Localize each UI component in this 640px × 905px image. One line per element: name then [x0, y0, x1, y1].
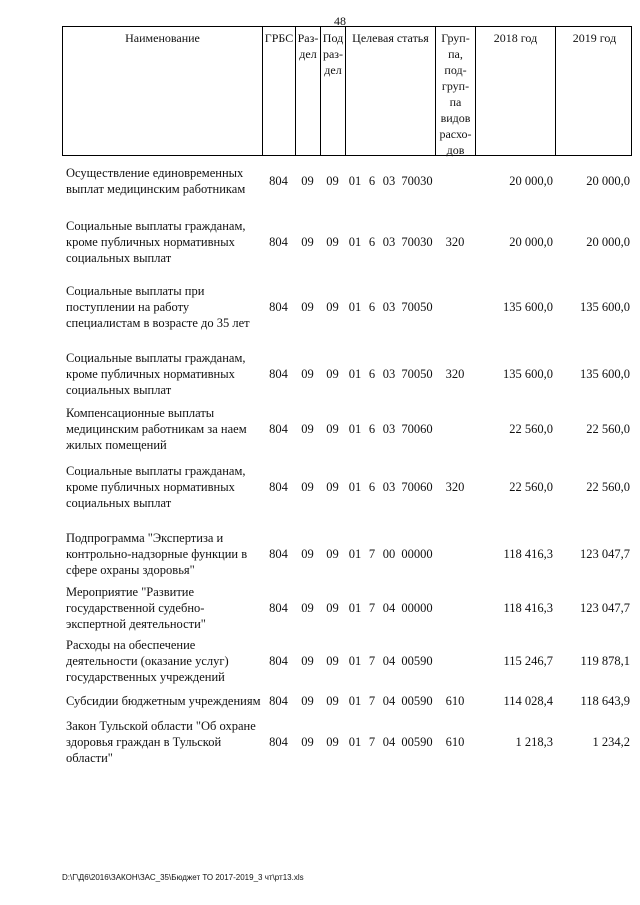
cell-t3: 04 — [382, 600, 396, 615]
header-2019: 2019 год — [572, 31, 617, 45]
cell-y2019: 123 047,7 — [580, 546, 630, 561]
table-row — [62, 686, 632, 716]
cell-t3: 03 — [382, 234, 396, 249]
cell-pr: 09 — [326, 234, 339, 249]
cell-vr — [435, 283, 475, 331]
cell-vr: 320 — [445, 234, 465, 249]
cell-t1: 01 — [348, 234, 362, 249]
cell-t4: 70030 — [401, 173, 433, 188]
row-name: Социальные выплаты гражданам, кроме публичных нормативных социальных выплат — [66, 351, 246, 397]
row-name: Социальные выплаты гражданам, кроме публичных нормативных социальных выплат — [66, 464, 246, 510]
cell-y2018: 20 000,0 — [509, 173, 553, 188]
cell-rz: 09 — [301, 600, 314, 615]
row-name: Осуществление единовременных выплат медицинским работникам — [66, 166, 246, 196]
cell-t3: 04 — [382, 693, 396, 708]
cell-t2: 6 — [368, 299, 376, 314]
header-grbs: ГРБС — [263, 27, 296, 155]
cell-y2018: 22 560,0 — [509, 479, 553, 494]
row-name: Социальные выплаты при поступлении на работу специалистам в возрасте до 35 лет — [66, 284, 250, 330]
cell-t1: 01 — [348, 173, 362, 188]
cell-rz: 09 — [301, 421, 314, 436]
cell-pr: 09 — [326, 366, 339, 381]
row-name: Закон Тульской области "Об охране здоровья граждан в Тульской области" — [66, 719, 256, 765]
header-name: Наименование — [63, 27, 263, 155]
cell-grbs: 804 — [269, 653, 288, 668]
table-row — [62, 283, 632, 331]
cell-y2019: 119 878,1 — [580, 653, 630, 668]
cell-y2018: 22 560,0 — [509, 421, 553, 436]
table-row — [62, 530, 632, 578]
cell-y2019: 22 560,0 — [586, 479, 630, 494]
cell-t4: 00000 — [401, 546, 433, 561]
cell-grbs: 804 — [269, 479, 288, 494]
cell-t2: 6 — [368, 479, 376, 494]
cell-t2: 6 — [368, 366, 376, 381]
page-number: 48 — [334, 14, 346, 28]
header-target: Целевая статья — [346, 27, 436, 155]
cell-vr: 320 — [445, 479, 465, 494]
cell-pr: 09 — [326, 173, 339, 188]
cell-pr: 09 — [326, 600, 339, 615]
row-name: Расходы на обеспечение деятельности (оказание услуг) государственных учреждений — [66, 638, 229, 684]
cell-vr — [435, 637, 475, 685]
cell-y2018: 114 028,4 — [503, 693, 553, 708]
cell-t3: 03 — [382, 299, 396, 314]
cell-t4: 70050 — [401, 366, 433, 381]
header-group: Груп- па, под- груп- па видов расхо- дов — [436, 27, 476, 155]
cell-t3: 03 — [382, 479, 396, 494]
cell-t3: 03 — [382, 421, 396, 436]
row-name: Компенсационные выплаты медицинским работникам за наем жилых помещений — [66, 406, 247, 452]
cell-y2019: 20 000,0 — [586, 173, 630, 188]
row-name: Мероприятие "Развитие государственной судебно-экспертной деятельности" — [66, 585, 206, 631]
cell-pr: 09 — [326, 546, 339, 561]
cell-t2: 7 — [368, 653, 376, 668]
table-row — [62, 637, 632, 685]
cell-rz: 09 — [301, 546, 314, 561]
cell-pr: 09 — [326, 479, 339, 494]
cell-vr — [435, 405, 475, 453]
cell-vr: 610 — [445, 693, 465, 708]
cell-rz: 09 — [301, 234, 314, 249]
cell-vr: 320 — [445, 366, 465, 381]
table-row — [62, 405, 632, 453]
table-header — [62, 26, 632, 156]
cell-rz: 09 — [301, 299, 314, 314]
cell-y2018: 118 416,3 — [503, 546, 553, 561]
cell-t4: 70060 — [401, 479, 433, 494]
cell-y2018: 135 600,0 — [503, 366, 553, 381]
cell-grbs: 804 — [269, 366, 288, 381]
cell-t2: 6 — [368, 421, 376, 436]
cell-vr — [435, 163, 475, 199]
cell-y2019: 1 234,2 — [592, 734, 630, 749]
cell-t3: 04 — [382, 734, 396, 749]
cell-rz: 09 — [301, 734, 314, 749]
cell-y2018: 20 000,0 — [509, 234, 553, 249]
header-razdel: Раз- дел — [296, 27, 321, 155]
cell-y2019: 20 000,0 — [586, 234, 630, 249]
cell-rz: 09 — [301, 653, 314, 668]
cell-grbs: 804 — [269, 600, 288, 615]
table-row — [62, 463, 632, 511]
row-name: Субсидии бюджетным учреждениям — [66, 694, 261, 708]
cell-pr: 09 — [326, 653, 339, 668]
cell-y2018: 118 416,3 — [503, 600, 553, 615]
cell-t3: 03 — [382, 173, 396, 188]
cell-grbs: 804 — [269, 173, 288, 188]
cell-y2018: 135 600,0 — [503, 299, 553, 314]
cell-t4: 00590 — [401, 653, 433, 668]
cell-y2019: 118 643,9 — [580, 693, 630, 708]
cell-pr: 09 — [326, 693, 339, 708]
cell-t4: 70060 — [401, 421, 433, 436]
cell-t1: 01 — [348, 653, 362, 668]
cell-grbs: 804 — [269, 299, 288, 314]
cell-grbs: 804 — [269, 693, 288, 708]
cell-t2: 7 — [368, 600, 376, 615]
cell-t1: 01 — [348, 734, 362, 749]
cell-t3: 04 — [382, 653, 396, 668]
cell-grbs: 804 — [269, 734, 288, 749]
cell-rz: 09 — [301, 366, 314, 381]
cell-t1: 01 — [348, 299, 362, 314]
cell-y2018: 1 218,3 — [515, 734, 553, 749]
cell-vr: 610 — [445, 734, 465, 749]
cell-pr: 09 — [326, 299, 339, 314]
cell-t1: 01 — [348, 421, 362, 436]
cell-t4: 00590 — [401, 734, 433, 749]
cell-grbs: 804 — [269, 234, 288, 249]
cell-rz: 09 — [301, 173, 314, 188]
header-2018: 2018 год — [476, 27, 556, 155]
header-podrazdel: Под раз- дел — [321, 27, 346, 155]
cell-t1: 01 — [348, 693, 362, 708]
cell-t2: 7 — [368, 546, 376, 561]
table-row — [62, 163, 632, 199]
cell-t2: 6 — [368, 173, 376, 188]
cell-t2: 6 — [368, 234, 376, 249]
cell-t4: 00000 — [401, 600, 433, 615]
cell-t3: 00 — [382, 546, 396, 561]
cell-vr — [435, 588, 475, 628]
table-row — [62, 585, 632, 631]
cell-y2019: 123 047,7 — [580, 600, 630, 615]
cell-t1: 01 — [348, 546, 362, 561]
cell-rz: 09 — [301, 693, 314, 708]
cell-grbs: 804 — [269, 421, 288, 436]
cell-grbs: 804 — [269, 546, 288, 561]
table-row — [62, 218, 632, 266]
cell-y2019: 135 600,0 — [580, 366, 630, 381]
file-path: D:\Г\Д6\2016\ЗАКОН\ЗАС_35\Бюджет ТО 2017-2019_3 чт\рт13.xls — [62, 873, 304, 882]
cell-pr: 09 — [326, 421, 339, 436]
cell-t2: 7 — [368, 693, 376, 708]
cell-t1: 01 — [348, 600, 362, 615]
table-row — [62, 350, 632, 398]
cell-t3: 03 — [382, 366, 396, 381]
cell-t1: 01 — [348, 366, 362, 381]
cell-pr: 09 — [326, 734, 339, 749]
cell-y2019: 135 600,0 — [580, 299, 630, 314]
cell-t4: 70030 — [401, 234, 433, 249]
cell-t4: 70050 — [401, 299, 433, 314]
cell-t1: 01 — [348, 479, 362, 494]
cell-y2018: 115 246,7 — [503, 653, 553, 668]
cell-vr — [435, 530, 475, 578]
cell-t4: 00590 — [401, 693, 433, 708]
cell-rz: 09 — [301, 479, 314, 494]
row-name: Подпрограмма "Экспертиза и контрольно-надзорные функции в сфере охраны здоровья" — [66, 531, 248, 577]
cell-t2: 7 — [368, 734, 376, 749]
cell-y2019: 22 560,0 — [586, 421, 630, 436]
row-name: Социальные выплаты гражданам, кроме публичных нормативных социальных выплат — [66, 219, 246, 265]
table-row — [62, 718, 632, 766]
